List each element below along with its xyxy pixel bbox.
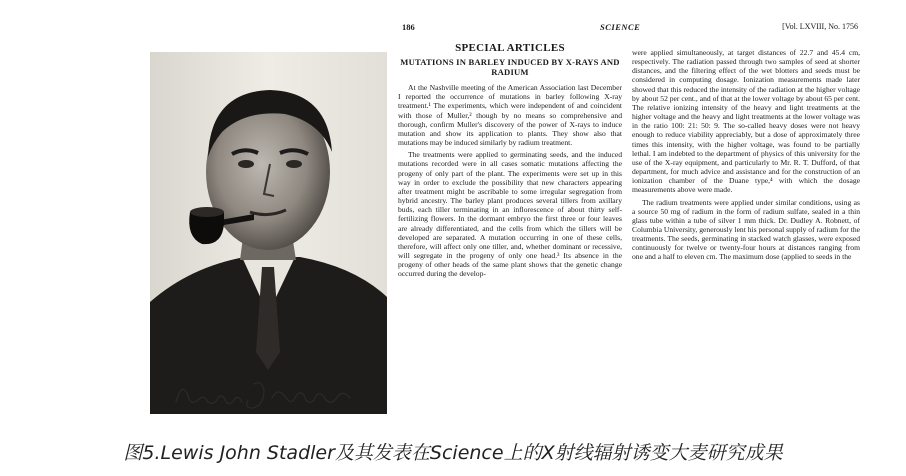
- page-number: 186: [402, 22, 415, 32]
- article-title: MUTATIONS IN BARLEY INDUCED BY X-RAYS AND RADIUM: [400, 57, 620, 78]
- page-header: [396, 22, 864, 34]
- article-right-column: [632, 48, 860, 418]
- portrait-photo: [150, 52, 387, 414]
- article-paragraph: were applied simultaneously, at target distances of 22.7 and 45.4 cm, respectively. The radiation passed through two samples of seed at shorter distances, and the filtering effect of the wet blotters and seeds must be considered in computing dosage. Ionization measurements made later showed that this reduced the intensity of the radiation at the higher voltage by about 52 per cent., and of that at the lower voltage by about 65 per cent. The relative ionizing intensity of the heavy and light treatments at the higher voltage and the heavy and light treatments at the lower voltage was in the ratio 100: 21: 50: 9. The so-called heavy doses were not heavy enough to reduce viability appreciably, but a dose of approximately three times this intensity, with the higher voltage, was found to be partially lethal. I am indebted to the department of physics of this university for the use of the X-ray equipment, and particularly to Mr. R. T. Dufford, of that department, for much advice and assistance and for the construction of an ionization chamber of the Duane type,⁴ with which the dosage measurements above were made.: [632, 48, 860, 195]
- journal-name: SCIENCE: [600, 22, 641, 32]
- figure-caption: 图5.Lewis John Stadler及其发表在Science上的X射线辐射诱变大麦研究成果: [123, 442, 783, 464]
- portrait-illustration: [150, 52, 387, 414]
- article-paragraph: At the Nashville meeting of the American Association last December I reported the occurrence of mutations in barley following X-ray treatment.¹ The experiments, which were independent of and coincident with those of Muller,² though by no means so comprehensive and thorough, confirm Muller's discovery of the power of X-rays to induce mutation and show its application to plants. They show also that mutations may be induced similarly by radium treatment.: [398, 83, 622, 148]
- article-paragraph: The radium treatments were applied under similar conditions, using as a source 50 mg of radium in the form of radium sulfate, sealed in a thin glass tube within a tube of silver 1 mm thick. Dr. Dudley A. Robnett, of Columbia University, generously lent his personal supply of radium for the treatments. The seeds, germinating in stacked watch glasses, were exposed continuously for twelve or twenty-four hours at distances ranging from one and a half to eleven cm. The maximum dose (applied to seeds in the: [632, 197, 860, 262]
- signature-image: [168, 376, 358, 412]
- volume-info: [Vol. LXVIII, No. 1756: [782, 22, 858, 31]
- article-page: [396, 22, 864, 418]
- section-heading: SPECIAL ARTICLES: [455, 44, 565, 54]
- article-left-column: [398, 44, 622, 416]
- article-paragraph: The treatments were applied to germinating seeds, and the induced mutations recorded were in all cases somatic mutations affecting the progeny of only part of the plant. The experiments were set up in this way in order to exclude the possibility that new characters appearing after treatment might be ascribable to some irregular segregation from hybrid ancestry. The barley plant produces several tillers from axillary buds, each tiller terminating in an inflorescence of about thirty self-fertilizing flowers. In the dormant embryo the first three or four leaves are already differentiated, and the cells from which the tillers will be developed are separated. A mutation occurring in one of these cells, therefore, will affect only one tiller, and, whether dominant or recessive, will segregate in the progeny of only one head.³ Its absence in the progeny of other heads of the same plant shows that the genetic change occurred during the develop-: [398, 150, 622, 279]
